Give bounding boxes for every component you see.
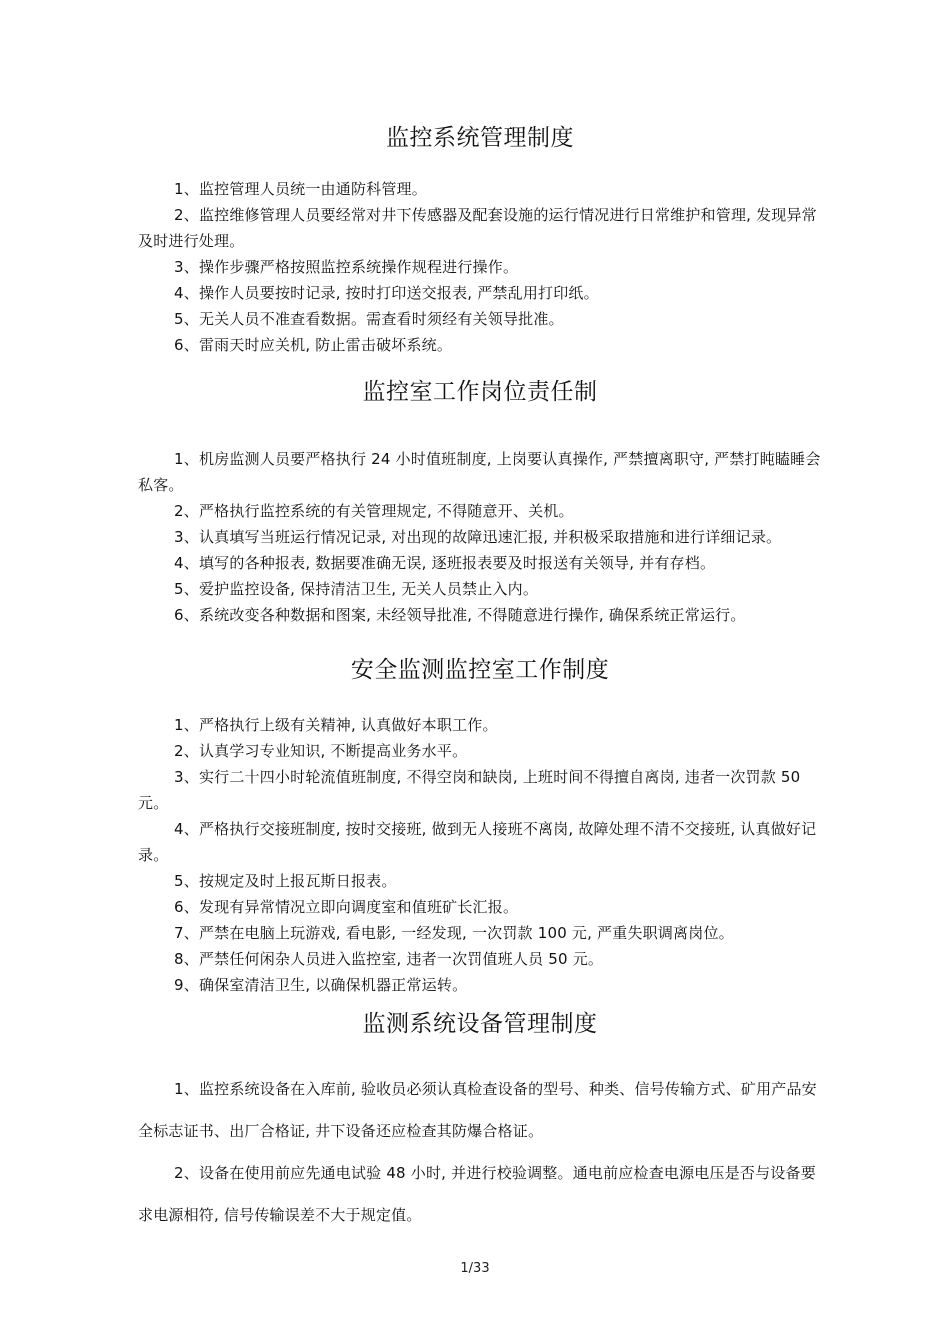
rule-item: 4、操作人员要按时记录, 按时打印送交报表, 严禁乱用打印纸。 bbox=[174, 284, 599, 302]
rule-item: 1、监控管理人员统一由通防科管理。 bbox=[174, 180, 427, 198]
rule-item: 8、严禁任何闲杂人员进入监控室, 违者一次罚值班人员 50 元。 bbox=[174, 950, 604, 968]
page-number: 1/33 bbox=[460, 1261, 490, 1276]
rule-item: 1、监控系统设备在入库前, 验收员必须认真检查设备的型号、种类、信号传输方式、矿用产品安全标志证书、出厂合格证, 井下设备还应检查其防爆合格证。 bbox=[138, 1080, 817, 1140]
rule-item: 2、监控维修管理人员要经常对井下传感器及配套设施的运行情况进行日常维护和管理, 发现异常及时进行处理。 bbox=[138, 206, 817, 250]
rule-item: 6、发现有异常情况立即向调度室和值班矿长汇报。 bbox=[174, 898, 519, 916]
section-monitoring-system-management bbox=[138, 122, 822, 358]
rule-item: 7、严禁在电脑上玩游戏, 看电影, 一经发现, 一次罚款 100 元, 严重失职调离岗位。 bbox=[174, 924, 734, 942]
rule-item: 5、按规定及时上报瓦斯日报表。 bbox=[174, 872, 397, 890]
rule-list bbox=[138, 446, 822, 628]
rule-list bbox=[138, 1068, 822, 1236]
rule-item: 2、认真学习专业知识, 不断提高业务水平。 bbox=[174, 742, 468, 760]
section-title: 监测系统设备管理制度 bbox=[362, 1011, 598, 1037]
section-title: 监控室工作岗位责任制 bbox=[362, 379, 598, 405]
rule-item: 1、严格执行上级有关精神, 认真做好本职工作。 bbox=[174, 716, 498, 734]
section-safety-monitoring-room-rules bbox=[138, 654, 822, 998]
section-title: 安全监测监控室工作制度 bbox=[350, 657, 610, 683]
rule-item: 3、实行二十四小时轮流值班制度, 不得空岗和缺岗, 上班时间不得擅自离岗, 违者一次罚款 50 元。 bbox=[138, 768, 801, 812]
rule-item: 5、爱护监控设备, 保持清洁卫生, 无关人员禁止入内。 bbox=[174, 580, 539, 598]
rule-item: 1、机房监测人员要严格执行 24 小时值班制度, 上岗要认真操作, 严禁擅离职守, 严禁打盹瞌睡会私客。 bbox=[138, 450, 821, 494]
rule-item: 4、填写的各种报表, 数据要准确无误, 逐班报表要及时报送有关领导, 并有存档。 bbox=[174, 554, 716, 572]
rule-item: 4、严格执行交接班制度, 按时交接班, 做到无人接班不离岗, 故障处理不清不交接班, 认真做好记录。 bbox=[138, 820, 817, 864]
rule-item: 9、确保室清洁卫生, 以确保机器正常运转。 bbox=[174, 976, 468, 994]
rule-item: 2、严格执行监控系统的有关管理规定, 不得随意开、关机。 bbox=[174, 502, 574, 520]
rule-list bbox=[138, 712, 822, 998]
rule-item: 6、雷雨天时应关机, 防止雷击破坏系统。 bbox=[174, 336, 453, 354]
rule-item: 5、无关人员不准查看数据。需查看时须经有关领导批准。 bbox=[174, 310, 564, 328]
rule-item: 3、操作步骤严格按照监控系统操作规程进行操作。 bbox=[174, 258, 519, 276]
section-title: 监控系统管理制度 bbox=[386, 125, 574, 151]
section-equipment-management bbox=[138, 1008, 822, 1236]
rule-item: 6、系统改变各种数据和图案, 未经领导批准, 不得随意进行操作, 确保系统正常运行。 bbox=[174, 606, 746, 624]
rule-list bbox=[138, 176, 822, 358]
rule-item: 3、认真填写当班运行情况记录, 对出现的故障迅速汇报, 并积极采取措施和进行详细记录。 bbox=[174, 528, 782, 546]
rule-item: 2、设备在使用前应先通电试验 48 小时, 并进行校验调整。通电前应检查电源电压是否与设备要求电源相符, 信号传输误差不大于规定值。 bbox=[138, 1164, 816, 1224]
section-monitoring-room-responsibility bbox=[138, 376, 822, 628]
